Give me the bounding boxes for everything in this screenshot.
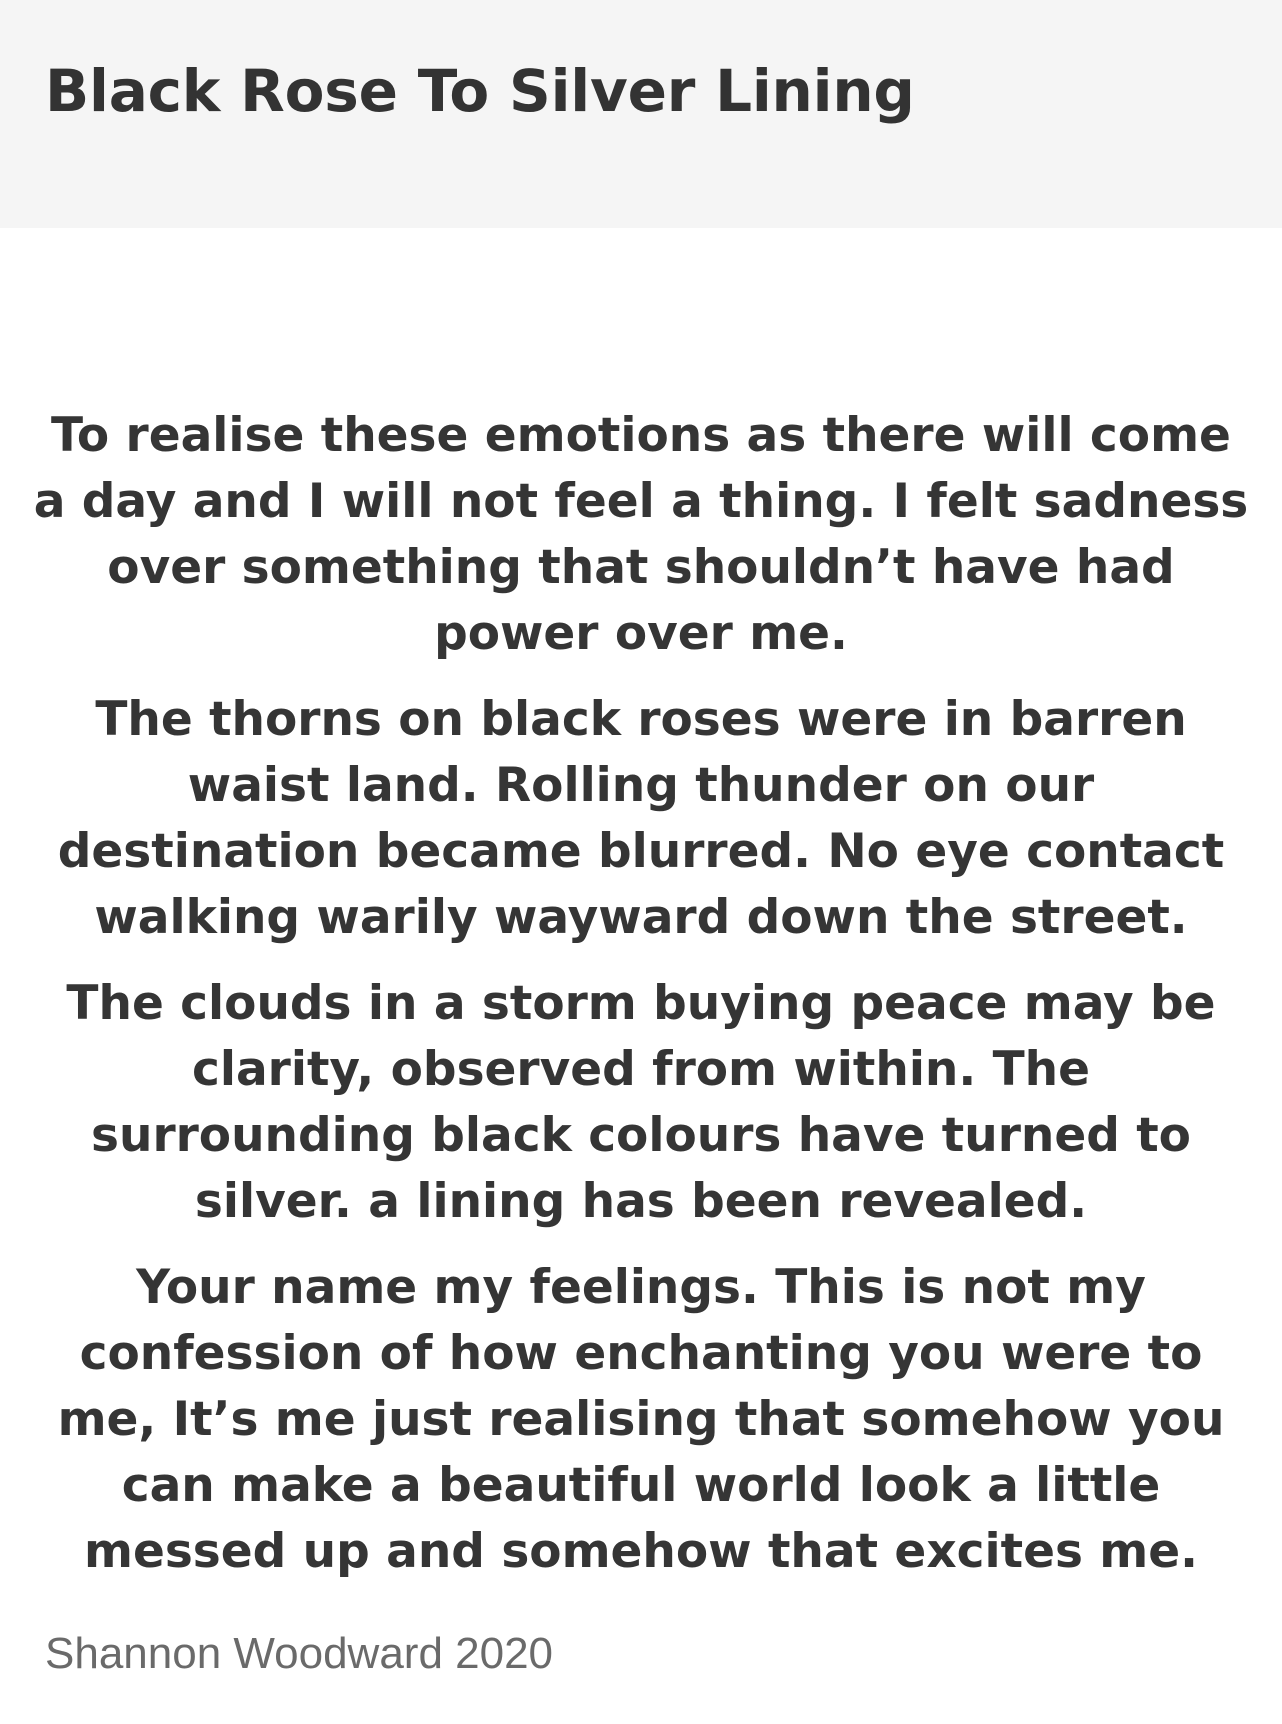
page-title: Black Rose To Silver Lining [45, 57, 915, 125]
poem-stanza-1 [30, 403, 1252, 667]
poem-line: clarity, observed from within. The [191, 1042, 1091, 1097]
poem-line: The clouds in a storm buying peace may be [66, 976, 1216, 1031]
poem-stanza-3 [30, 971, 1252, 1235]
poem-line: messed up and somehow that excites me. [83, 1524, 1198, 1579]
poem-line: over something that shouldn’t have had [107, 540, 1175, 595]
poem-line: To realise these emotions as there will come [51, 408, 1231, 463]
poem-line: can make a beautiful world look a little [121, 1458, 1161, 1513]
author-signature: Shannon Woodward 2020 [45, 1629, 554, 1678]
poem-line: Your name my feelings. This is not my [136, 1260, 1146, 1315]
poem-line: walking warily wayward down the street. [94, 890, 1188, 945]
poem-line: a day and I will not feel a thing. I felt sadness [33, 474, 1249, 529]
poem-stanza-4 [30, 1255, 1252, 1585]
poem-line: The thorns on black roses were in barren [95, 692, 1187, 747]
poem-line: destination became blurred. No eye contact [57, 824, 1225, 879]
poem-body [30, 403, 1252, 1605]
page-header [0, 0, 1282, 228]
poem-line: waist land. Rolling thunder on our [187, 758, 1095, 813]
poem-line: confession of how enchanting you were to [79, 1326, 1203, 1381]
poem-line: power over me. [434, 606, 848, 661]
poem-line: surrounding black colours have turned to [91, 1108, 1191, 1163]
poem-line: me, It’s me just realising that somehow you [57, 1392, 1225, 1447]
poem-line: silver. a lining has been revealed. [194, 1174, 1088, 1229]
poem-stanza-2 [30, 687, 1252, 951]
